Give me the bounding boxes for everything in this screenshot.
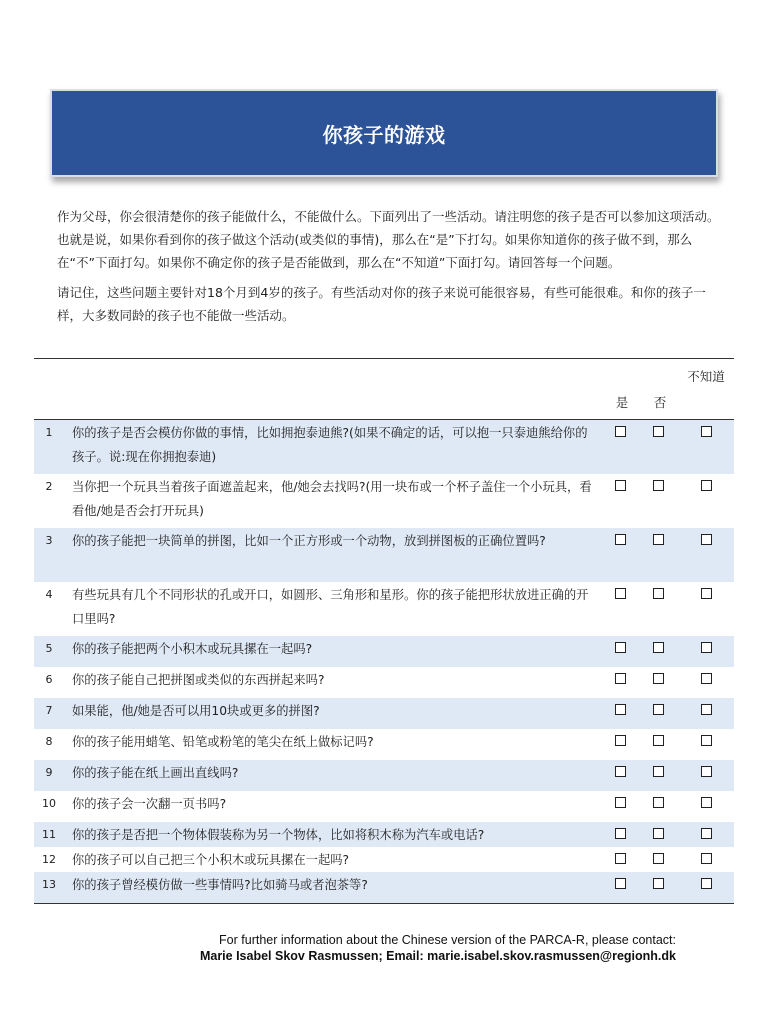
question-text: 你的孩子能自己把拼图或类似的东西拼起来吗? [72,673,325,687]
question-text: 你的孩子能把两个小积木或玩具摞在一起吗? [72,642,313,656]
questionnaire-table [34,358,734,904]
footer [150,932,676,964]
question-number: 4 [45,588,53,601]
checkbox-unknown[interactable] [701,828,712,839]
question-text: 你的孩子能用蜡笔、铅笔或粉笔的笔尖在纸上做标记吗? [72,735,374,749]
checkbox-no[interactable] [653,797,664,808]
question-rows [34,420,734,903]
table-row [34,760,734,791]
checkbox-no[interactable] [653,704,664,715]
checkbox-unknown[interactable] [701,766,712,777]
table-row [34,822,734,847]
checkbox-no[interactable] [653,588,664,599]
page-title: 你孩子的游戏 [322,122,446,147]
checkbox-unknown[interactable] [701,853,712,864]
table-row [34,729,734,760]
checkbox-unknown[interactable] [701,797,712,808]
checkbox-yes[interactable] [615,766,626,777]
checkbox-yes[interactable] [615,642,626,653]
question-text: 你的孩子曾经模仿做一些事情吗?比如骑马或者泡茶等? [72,878,368,892]
checkbox-yes[interactable] [615,797,626,808]
question-text: 你的孩子是否把一个物体假装称为另一个物体，比如将积木称为汽车或电话? [72,828,485,842]
table-row [34,698,734,729]
table-row [34,791,734,822]
checkbox-yes[interactable] [615,828,626,839]
table-header [34,359,734,420]
table-row [34,528,734,582]
intro-paragraph-1: 作为父母，你会很清楚你的孩子能做什么，不能做什么。下面列出了一些活动。请注明您的孩子是否可以参加这项活动。也就是说，如果你看到你的孩子做这个活动(或类似的事情)，那么在“是”下打勾。如果你知道你的孩子做不到，那么在“不”下面打勾。如果你不确定你的孩子是否能做到，那么在“不知道”下面打勾。请回答每一个问题。 [57,209,720,270]
question-text: 当你把一个玩具当着孩子面遮盖起来，他/她会去找吗?(用一块布或一个杯子盖住一个小玩具，看看他/她是否会打开玩具) [72,480,592,518]
question-number: 13 [42,878,56,891]
question-text: 你的孩子是否会模仿你做的事情，比如拥抱泰迪熊?(如果不确定的话，可以抱一只泰迪熊给你的孩子。说:现在你拥抱泰迪) [72,426,588,464]
checkbox-no[interactable] [653,426,664,437]
column-header-yes: 是 [615,395,629,410]
checkbox-no[interactable] [653,480,664,491]
checkbox-unknown[interactable] [701,673,712,684]
footer-info: For further information about the Chinese version of the PARCA-R, please contact: [219,933,676,947]
checkbox-yes[interactable] [615,878,626,889]
table-row [34,420,734,474]
question-number: 9 [45,766,53,779]
checkbox-no[interactable] [653,735,664,746]
checkbox-yes[interactable] [615,480,626,491]
checkbox-yes[interactable] [615,673,626,684]
question-number: 7 [45,704,53,717]
intro-text [57,205,723,327]
checkbox-no[interactable] [653,766,664,777]
checkbox-no[interactable] [653,878,664,889]
table-row [34,636,734,667]
checkbox-unknown[interactable] [701,588,712,599]
question-number: 5 [45,642,53,655]
checkbox-unknown[interactable] [701,480,712,491]
column-header-no: 否 [653,395,667,410]
checkbox-no[interactable] [653,642,664,653]
table-row [34,582,734,636]
checkbox-yes[interactable] [615,588,626,599]
checkbox-yes[interactable] [615,534,626,545]
checkbox-yes[interactable] [615,735,626,746]
intro-paragraph-2: 请记住，这些问题主要针对18个月到4岁的孩子。有些活动对你的孩子来说可能很容易，有些可能很难。和你的孩子一样，大多数同龄的孩子也不能做一些活动。 [57,285,706,323]
checkbox-no[interactable] [653,534,664,545]
question-number: 3 [45,534,53,547]
question-number: 11 [42,828,56,841]
checkbox-unknown[interactable] [701,642,712,653]
table-row [34,872,734,903]
checkbox-unknown[interactable] [701,704,712,715]
column-header-unknown: 不知道 [687,369,725,384]
checkbox-unknown[interactable] [701,534,712,545]
checkbox-no[interactable] [653,828,664,839]
checkbox-unknown[interactable] [701,735,712,746]
question-text: 你的孩子会一次翻一页书吗? [72,797,227,811]
checkbox-yes[interactable] [615,426,626,437]
question-number: 8 [45,735,53,748]
question-number: 6 [45,673,53,686]
checkbox-yes[interactable] [615,704,626,715]
question-number: 10 [42,797,56,810]
question-number: 12 [42,853,56,866]
question-text: 你的孩子可以自己把三个小积木或玩具摞在一起吗? [72,853,350,867]
footer-contact: Marie Isabel Skov Rasmussen; Email: marie.isabel.skov.rasmussen@regionh.dk [199,949,676,963]
question-number: 1 [45,426,53,439]
checkbox-no[interactable] [653,673,664,684]
checkbox-unknown[interactable] [701,426,712,437]
checkbox-yes[interactable] [615,853,626,864]
checkbox-unknown[interactable] [701,878,712,889]
question-number: 2 [45,480,53,493]
title-banner [50,89,718,177]
question-text: 你的孩子能把一块简单的拼图，比如一个正方形或一个动物，放到拼图板的正确位置吗? [72,534,546,548]
table-row [34,474,734,528]
table-row [34,667,734,698]
table-row [34,847,734,872]
question-text: 你的孩子能在纸上画出直线吗? [72,766,239,780]
question-text: 如果能，他/她是否可以用10块或更多的拼图? [72,704,320,718]
question-text: 有些玩具有几个不同形状的孔或开口，如圆形、三角形和星形。你的孩子能把形状放进正确的开口里吗? [72,588,589,626]
checkbox-no[interactable] [653,853,664,864]
